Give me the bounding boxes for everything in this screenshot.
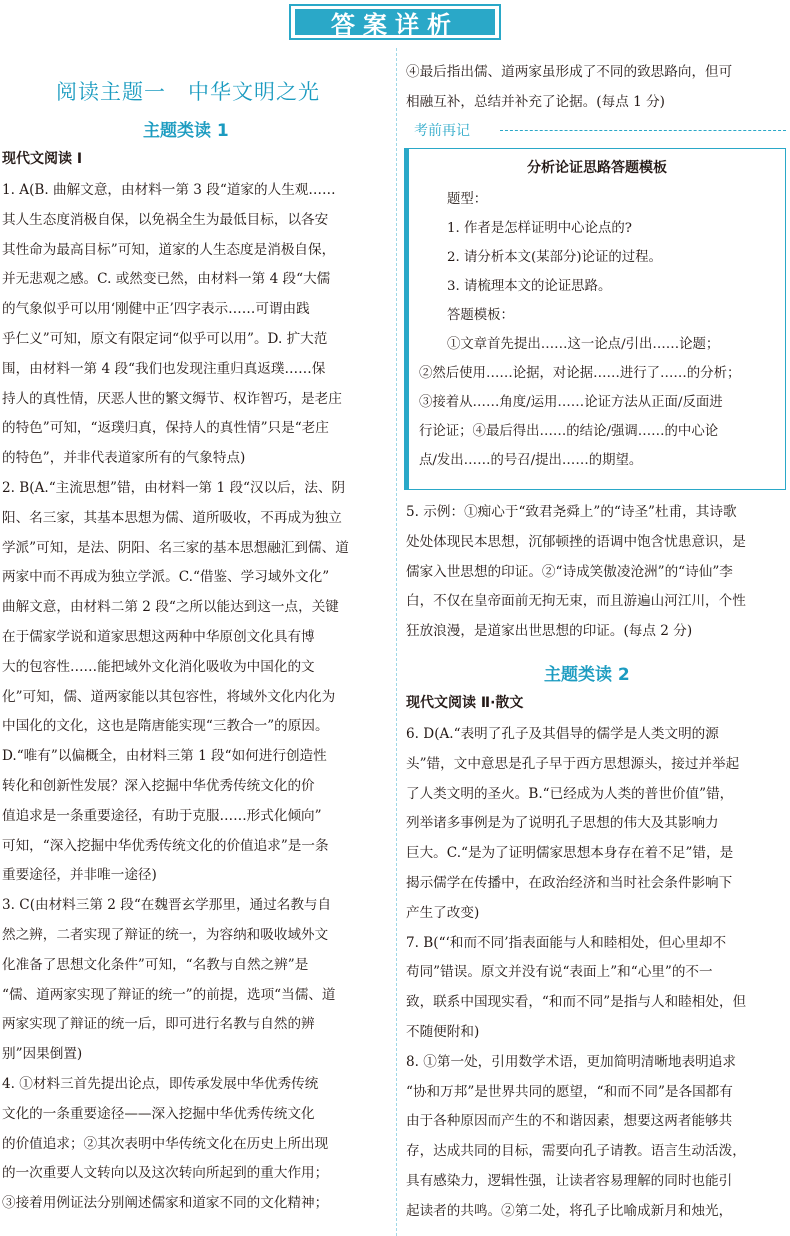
text-line: 头”错，文中意思是孔子早于西方思想源头，接过并举起 bbox=[406, 755, 740, 772]
card-body bbox=[419, 185, 783, 475]
text-line: 相融互补，总结并补充了论据。(每点 1 分) bbox=[406, 93, 665, 110]
text-line: 不随便附和) bbox=[406, 1023, 480, 1040]
text-line: 揭示儒学在传播中，在政治经济和当时社会条件影响下 bbox=[406, 874, 733, 891]
text-line: 阳、名三家，其基本思想为儒、道所吸收，不再成为独立 bbox=[2, 509, 342, 526]
text-line: 大的包容性……能把域外文化消化吸收为中国化的文 bbox=[2, 658, 315, 675]
text-line: 3. C(由材料三第 2 段“在魏晋玄学那里，通过名教与自 bbox=[2, 897, 332, 914]
card-tab-label: 考前再记 bbox=[414, 123, 470, 139]
text-line: 的气象似乎可以用‘刚健中正’四字表示……可谓由践 bbox=[2, 301, 310, 318]
text-line: ③接着用例证法分别阐述儒家和道家不同的文化精神； bbox=[2, 1195, 329, 1212]
text-line: 然之辨，二者实现了辩证的统一，为容纳和吸收域外文 bbox=[2, 926, 329, 943]
text-line: 两家实现了辩证的统一后，即可进行名教与自然的辨 bbox=[2, 1016, 315, 1033]
text-line: 在于儒家学说和道家思想这两种中华原创文化具有博 bbox=[2, 628, 315, 645]
text-line: 值追求是一条重要途径，有助于克服……形式化倾向” bbox=[2, 807, 322, 824]
text-line: 化准备了思想文化条件”可知，“名教与自然之辨”是 bbox=[2, 956, 309, 973]
text-line: 化”可知，儒、道两家能以其包容性，将域外文化内化为 bbox=[2, 688, 336, 705]
banner-title: 答案详析 bbox=[331, 9, 459, 39]
text-line: 围，由材料一第 4 段“我们也发现注重归真返璞……保 bbox=[2, 360, 326, 377]
text-line: 其性命为最高目标”可知，道家的人生态度是消极自保， bbox=[2, 241, 336, 258]
text-line: 苟同”错误。原文并没有说“表面上”和“心里”的不一 bbox=[406, 964, 713, 981]
text-line: 1. 作者是怎样证明中心论点的? bbox=[447, 221, 632, 236]
text-line: 4. ①材料三首先提出论点，即传承发展中华优秀传统 bbox=[2, 1075, 319, 1092]
answer-5-text bbox=[406, 498, 786, 647]
right-column-top-text bbox=[406, 58, 786, 118]
text-line: 其人生态度消极自保，以免祸全生为最低目标，以各安 bbox=[2, 211, 329, 228]
text-line: 题型： bbox=[447, 192, 488, 207]
text-line: 的一次重要人文转向以及这次转向所起到的重大作用； bbox=[2, 1165, 329, 1182]
subsection-title-2: 现代文阅读 Ⅱ·散文 bbox=[406, 695, 524, 711]
text-line: D.“唯有”以偏概全，由材料三第 1 段“如何进行创造性 bbox=[2, 748, 327, 765]
text-line: 1. A(B. 曲解文意，由材料一第 3 段“道家的人生观…… bbox=[2, 182, 336, 198]
text-line: 别”因果倒置) bbox=[2, 1046, 83, 1063]
text-line: “儒、道两家实现了辩证的统一”的前提，选项“当儒、道 bbox=[2, 986, 336, 1003]
text-line: 点/发出……的号召/提出……的期望。 bbox=[419, 453, 643, 468]
text-line: 了人类文明的圣火。B.“已经成为人类的普世价值”错， bbox=[406, 785, 734, 802]
text-line: 行论证；④最后得出……的结论/强调……的中心论 bbox=[419, 424, 719, 439]
text-line: 持人的真性情，厌恶人世的繁文缛节、权诈智巧，是老庄 bbox=[2, 390, 342, 407]
text-line: 转化和创新性发展？深入挖掘中华优秀传统文化的价 bbox=[2, 777, 315, 794]
left-column-text bbox=[2, 176, 388, 1219]
column-divider bbox=[396, 48, 397, 1236]
text-line: 的特色”，并非代表道家所有的气象特点) bbox=[2, 450, 246, 467]
text-line: ③接着从……角度/运用……论证方法从正面/反面进 bbox=[419, 395, 723, 410]
text-line: 6. D(A.“表明了孔子及其倡导的儒学是人类文明的源 bbox=[406, 726, 719, 742]
text-line: 3. 请梳理本文的论证思路。 bbox=[447, 279, 612, 294]
text-line: 儒家入世思想的印证。②“诗成笑傲凌沧洲”的“诗仙”李 bbox=[406, 563, 733, 580]
text-line: 中国化的文化，这也是隋唐能实现“三教合一”的原因。 bbox=[2, 718, 329, 735]
answer-banner-fill bbox=[295, 9, 495, 39]
subsection-title-1: 现代文阅读 Ⅰ bbox=[2, 151, 83, 167]
text-line: 存，达成共同的目标，需要向孔子请教。语言生动活泼， bbox=[406, 1143, 746, 1160]
text-line: 学派”可知，是法、阴阳、名三家的基本思想融汇到儒、道 bbox=[2, 539, 349, 556]
answer-banner bbox=[289, 4, 501, 40]
text-line: 由于各种原因而产生的不和谐因素，想要这两者能够共 bbox=[406, 1113, 733, 1130]
text-line: 8. ①第一处，引用数学术语，更加简明清晰地表明追求 bbox=[406, 1053, 736, 1070]
theme-title: 阅读主题一 中华文明之光 bbox=[56, 80, 320, 104]
text-line: 致，联系中国现实看，“和而不同”是指与人和睦相处，但 bbox=[406, 994, 747, 1011]
text-line: ④最后指出儒、道两家虽形成了不同的致思路向，但可 bbox=[406, 64, 733, 80]
text-line: 7. B(“‘和而不同’指表面能与人和睦相处，但心里却不 bbox=[406, 934, 727, 951]
text-line: ①文章首先提出……这一论点/引出……论题； bbox=[447, 337, 720, 352]
text-line: 的特色”可知，“返璞归真，保持人的真性情”只是“老庄 bbox=[2, 420, 329, 437]
section-title-2: 主题类读 2 bbox=[544, 665, 630, 685]
text-line: ②然后使用……论据，对论据……进行了……的分析； bbox=[419, 366, 741, 381]
text-line: 并无悲观之感。C. 或然变已然，由材料一第 4 段“大儒 bbox=[2, 271, 331, 288]
text-line: 曲解文意，由材料二第 2 段“之所以能达到这一点，关键 bbox=[2, 599, 339, 616]
text-line: 答题模板： bbox=[447, 308, 514, 323]
text-line: 具有感染力，逻辑性强，让读者容易理解的同时也能引 bbox=[406, 1172, 733, 1189]
text-line: “协和万邦”是世界共同的愿望，“和而不同”是各国都有 bbox=[406, 1083, 733, 1100]
text-line: 重要途径，并非唯一途径) bbox=[2, 867, 157, 884]
right-column-bottom-text bbox=[406, 720, 786, 1227]
text-line: 白，不仅在皇帝面前无拘无束，而且游遍山河江川，个性 bbox=[406, 593, 746, 610]
text-line: 5. 示例：①痴心于“致君尧舜上”的“诗圣”杜甫，其诗歌 bbox=[406, 504, 737, 520]
text-line: 产生了改变) bbox=[406, 904, 480, 921]
text-line: 乎仁义”可知，原文有限定词“似乎可以用”。D. 扩大范 bbox=[2, 330, 328, 347]
text-line: 文化的一条重要途径——深入挖掘中华优秀传统文化 bbox=[2, 1105, 315, 1122]
text-line: 巨大。C.“是为了证明儒家思想本身存在着不足”错，是 bbox=[406, 845, 734, 862]
text-line: 狂放浪漫，是道家出世思想的印证。(每点 2 分) bbox=[406, 623, 693, 640]
card-title: 分析论证思路答题模板 bbox=[527, 160, 667, 176]
text-line: 列举诸多事例是为了说明孔子思想的伟大及其影响力 bbox=[406, 815, 719, 832]
text-line: 2. B(A.“主流思想”错，由材料一第 1 段“汉以后，法、阴 bbox=[2, 479, 346, 496]
text-line: 起读者的共鸣。②第二处，将孔子比喻成新月和烛光， bbox=[406, 1202, 733, 1219]
template-card bbox=[408, 148, 786, 490]
section-title-1: 主题类读 1 bbox=[143, 121, 229, 141]
text-line: 的价值追求；②其次表明中华传统文化在历史上所出现 bbox=[2, 1135, 329, 1152]
text-line: 处处体现民本思想，沉郁顿挫的语调中饱含忧患意识，是 bbox=[406, 533, 746, 550]
text-line: 2. 请分析本文(某部分)论证的过程。 bbox=[447, 250, 662, 265]
text-line: 两家中而不再成为独立学派。C.“借鉴、学习域外文化” bbox=[2, 569, 330, 586]
card-tab-dashed-line bbox=[500, 130, 786, 131]
text-line: 可知，“深入挖掘中华优秀传统文化的价值追求”是一条 bbox=[2, 837, 329, 854]
